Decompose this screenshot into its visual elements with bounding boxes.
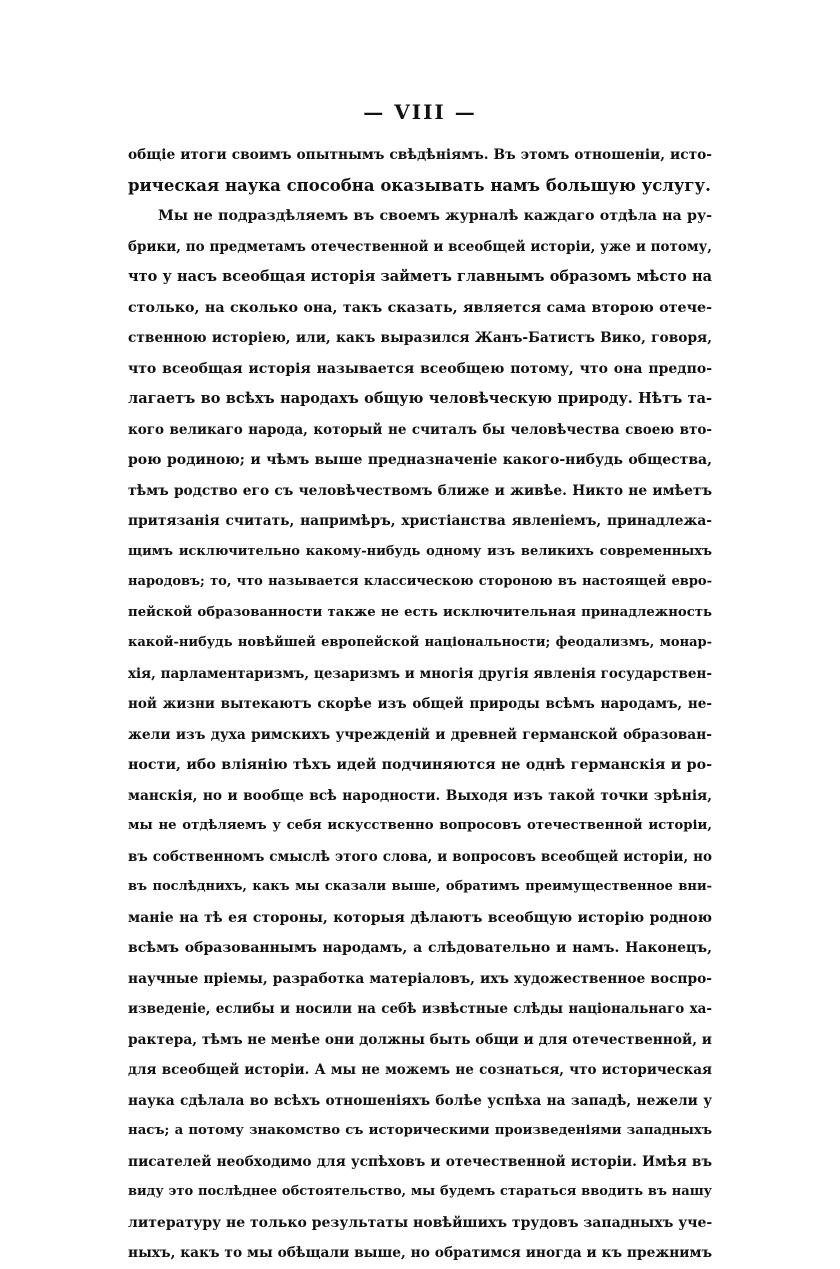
text-line: брики, по предметамъ отечественной и всеобщей исторіи, уже и потому, bbox=[128, 238, 712, 255]
text-line: что у насъ всеобщая исторія займетъ главнымъ образомъ мѣсто на bbox=[128, 268, 712, 285]
text-line: наука сдѣлала во всѣхъ отношеніяхъ болѣе успѣха на западѣ, нежели у bbox=[128, 1092, 712, 1109]
text-line: тѣмъ родство его съ человѣчествомъ ближе и живѣе. Никто не имѣетъ bbox=[128, 482, 712, 499]
text-line: всѣмъ образованнымъ народамъ, а слѣдовательно и намъ. Наконецъ, bbox=[128, 940, 712, 956]
text-line: писателей необходимо для успѣховъ и отечественной исторіи. Имѣя въ bbox=[128, 1153, 712, 1170]
text-line: манскія, но и вообще всѣ народности. Выходя изъ такой точки зрѣнія, bbox=[128, 787, 712, 804]
text-line: рическая наука способна оказывать намъ большую услугу. bbox=[128, 175, 711, 195]
page-number: — VIII — bbox=[363, 100, 477, 124]
text-line: рою родиною; и чѣмъ выше предназначеніе какого-нибудь общества, bbox=[128, 452, 712, 468]
text-line: ныхъ, какъ то мы обѣщали выше, но обратимся иногда и къ прежнимъ bbox=[128, 1245, 712, 1261]
text-line: Мы не подраздѣляемъ въ своемъ журналѣ каждаго отдѣла на ру- bbox=[158, 208, 712, 224]
text-line: общіе итоги своимъ опытнымъ свѣдѣніямъ. Въ этомъ отношеніи, исто- bbox=[128, 147, 712, 163]
text-line: столько, на сколько она, такъ сказать, является сама второю отече- bbox=[128, 299, 712, 316]
text-line: притязанія считать, напримѣръ, христіанства явленіемъ, принадлежа- bbox=[128, 513, 712, 529]
text-line: рактера, тѣмъ не менѣе они должны быть общи и для отечественной, и bbox=[128, 1031, 712, 1048]
text-line: для всеобщей исторіи. А мы не можемъ не сознаться, что историческая bbox=[128, 1062, 712, 1078]
text-line: въ послѣднихъ, какъ мы сказали выше, обратимъ преимущественное вни- bbox=[128, 879, 712, 894]
text-line: насъ; а потому знакомство съ историческими произведеніями западныхъ bbox=[128, 1123, 712, 1138]
body-text bbox=[128, 140, 712, 1269]
text-line: виду это послѣднее обстоятельство, мы будемъ стараться вводить въ нашу bbox=[128, 1184, 712, 1199]
text-line: народовъ; то, что называется классическою стороною въ настоящей евро- bbox=[128, 574, 712, 589]
text-line: литературу не только результаты новѣйшихъ трудовъ западныхъ уче- bbox=[128, 1214, 712, 1231]
text-line: пейской образованности также не есть исключительная принадлежность bbox=[128, 604, 712, 620]
text-line: лагаетъ во всѣхъ народахъ общую человѣческую природу. Нѣтъ та- bbox=[128, 390, 712, 407]
text-line: мы не отдѣляемъ у себя искусственно вопросовъ отечественной исторіи, bbox=[128, 818, 712, 833]
text-line: ной жизни вытекаютъ скорѣе изъ общей природы всѣмъ народамъ, не- bbox=[128, 696, 712, 712]
text-line: жели изъ духа римскихъ учрежденій и древней германской образован- bbox=[128, 726, 712, 743]
text-line: ности, ибо вліянію тѣхъ идей подчиняются не однѣ германскія и ро- bbox=[128, 757, 712, 773]
text-line: щимъ исключительно какому-нибудь одному изъ великихъ современныхъ bbox=[128, 543, 712, 559]
text-line: какой-нибудь новѣйшей европейской національности; феодализмъ, монар- bbox=[128, 635, 712, 650]
text-line: въ собственномъ смыслѣ этого слова, и вопросовъ всеобщей исторіи, но bbox=[128, 848, 712, 865]
text-line: ственною исторіею, или, какъ выразился Жанъ-Батистъ Вико, говоря, bbox=[128, 330, 712, 346]
text-line: кого великаго народа, который не считалъ бы человѣчества своею вто- bbox=[128, 421, 712, 438]
text-line: изведеніе, еслибы и носили на себѣ извѣстные слѣды національнаго ха- bbox=[128, 1001, 712, 1017]
text-line: маніе на тѣ ея стороны, которыя дѣлаютъ всеобщую исторію родною bbox=[128, 909, 712, 926]
text-line: хія, парламентаризмъ, цезаризмъ и многія другія явленія государствен- bbox=[128, 665, 712, 682]
text-line: научные пріемы, разработка матеріаловъ, ихъ художественное воспро- bbox=[128, 970, 712, 987]
text-line: что всеобщая исторія называется всеобщею потому, что она предпо- bbox=[128, 360, 712, 377]
